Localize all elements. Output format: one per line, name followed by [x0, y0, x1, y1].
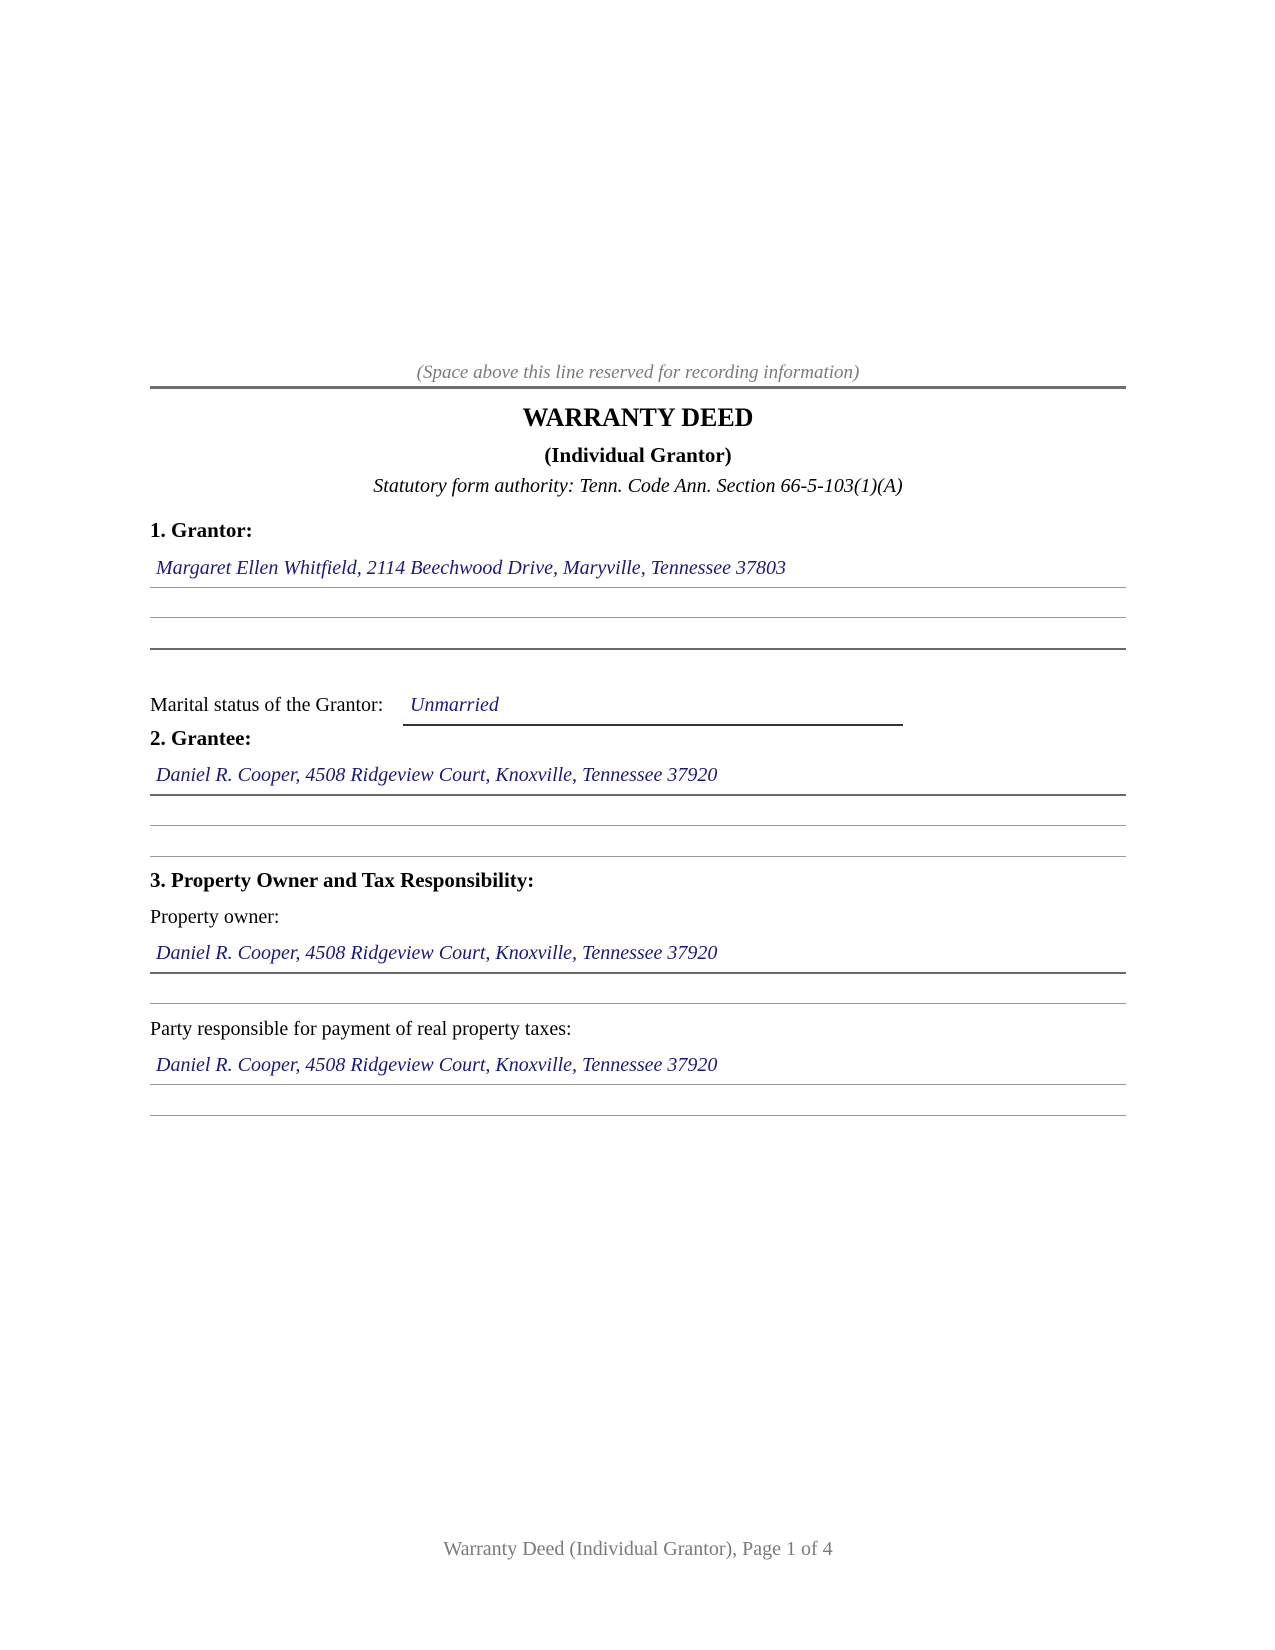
grantee-heading: 2. Grantee: — [150, 726, 252, 750]
recording-space-note: (Space above this line reserved for recording information) — [416, 362, 860, 383]
marital-status-field[interactable]: Unmarried — [410, 694, 499, 716]
document-subtitle: (Individual Grantor) — [544, 443, 732, 467]
grantor-field[interactable]: Margaret Ellen Whitfield, 2114 Beechwood Drive, Maryville, Tennessee 37803 — [156, 557, 787, 579]
tax-party-field[interactable]: Daniel R. Cooper, 4508 Ridgeview Court, Knoxville, Tennessee 37920 — [156, 1054, 718, 1076]
property-owner-field[interactable]: Daniel R. Cooper, 4508 Ridgeview Court, Knoxville, Tennessee 37920 — [156, 942, 718, 964]
grantee-line-2 — [150, 825, 1126, 826]
property-owner-label: Property owner: — [150, 906, 280, 928]
tax-party-line-2 — [150, 1115, 1126, 1116]
statutory-authority: Statutory form authority: Tenn. Code Ann. Section 66-5-103(1)(A) — [373, 475, 903, 497]
property-owner-line-2 — [150, 1003, 1126, 1004]
marital-status-label: Marital status of the Grantor: — [150, 694, 384, 716]
grantor-line-3 — [150, 648, 1126, 650]
grantee-line-3 — [150, 856, 1126, 857]
property-heading: 3. Property Owner and Tax Responsibility: — [150, 868, 535, 892]
tax-party-line-1 — [150, 1084, 1126, 1085]
grantee-field[interactable]: Daniel R. Cooper, 4508 Ridgeview Court, Knoxville, Tennessee 37920 — [156, 764, 718, 786]
grantor-line-1 — [150, 587, 1126, 588]
grantor-heading: 1. Grantor: — [150, 518, 253, 542]
tax-party-label: Party responsible for payment of real property taxes: — [150, 1018, 572, 1040]
page-footer: Warranty Deed (Individual Grantor), Page 1 of 4 — [443, 1538, 833, 1560]
property-owner-line-1 — [150, 972, 1126, 974]
recording-divider — [150, 386, 1126, 389]
marital-status-line — [403, 724, 903, 726]
grantor-line-2 — [150, 617, 1126, 618]
document-title: WARRANTY DEED — [522, 403, 754, 432]
grantee-line-1 — [150, 794, 1126, 796]
